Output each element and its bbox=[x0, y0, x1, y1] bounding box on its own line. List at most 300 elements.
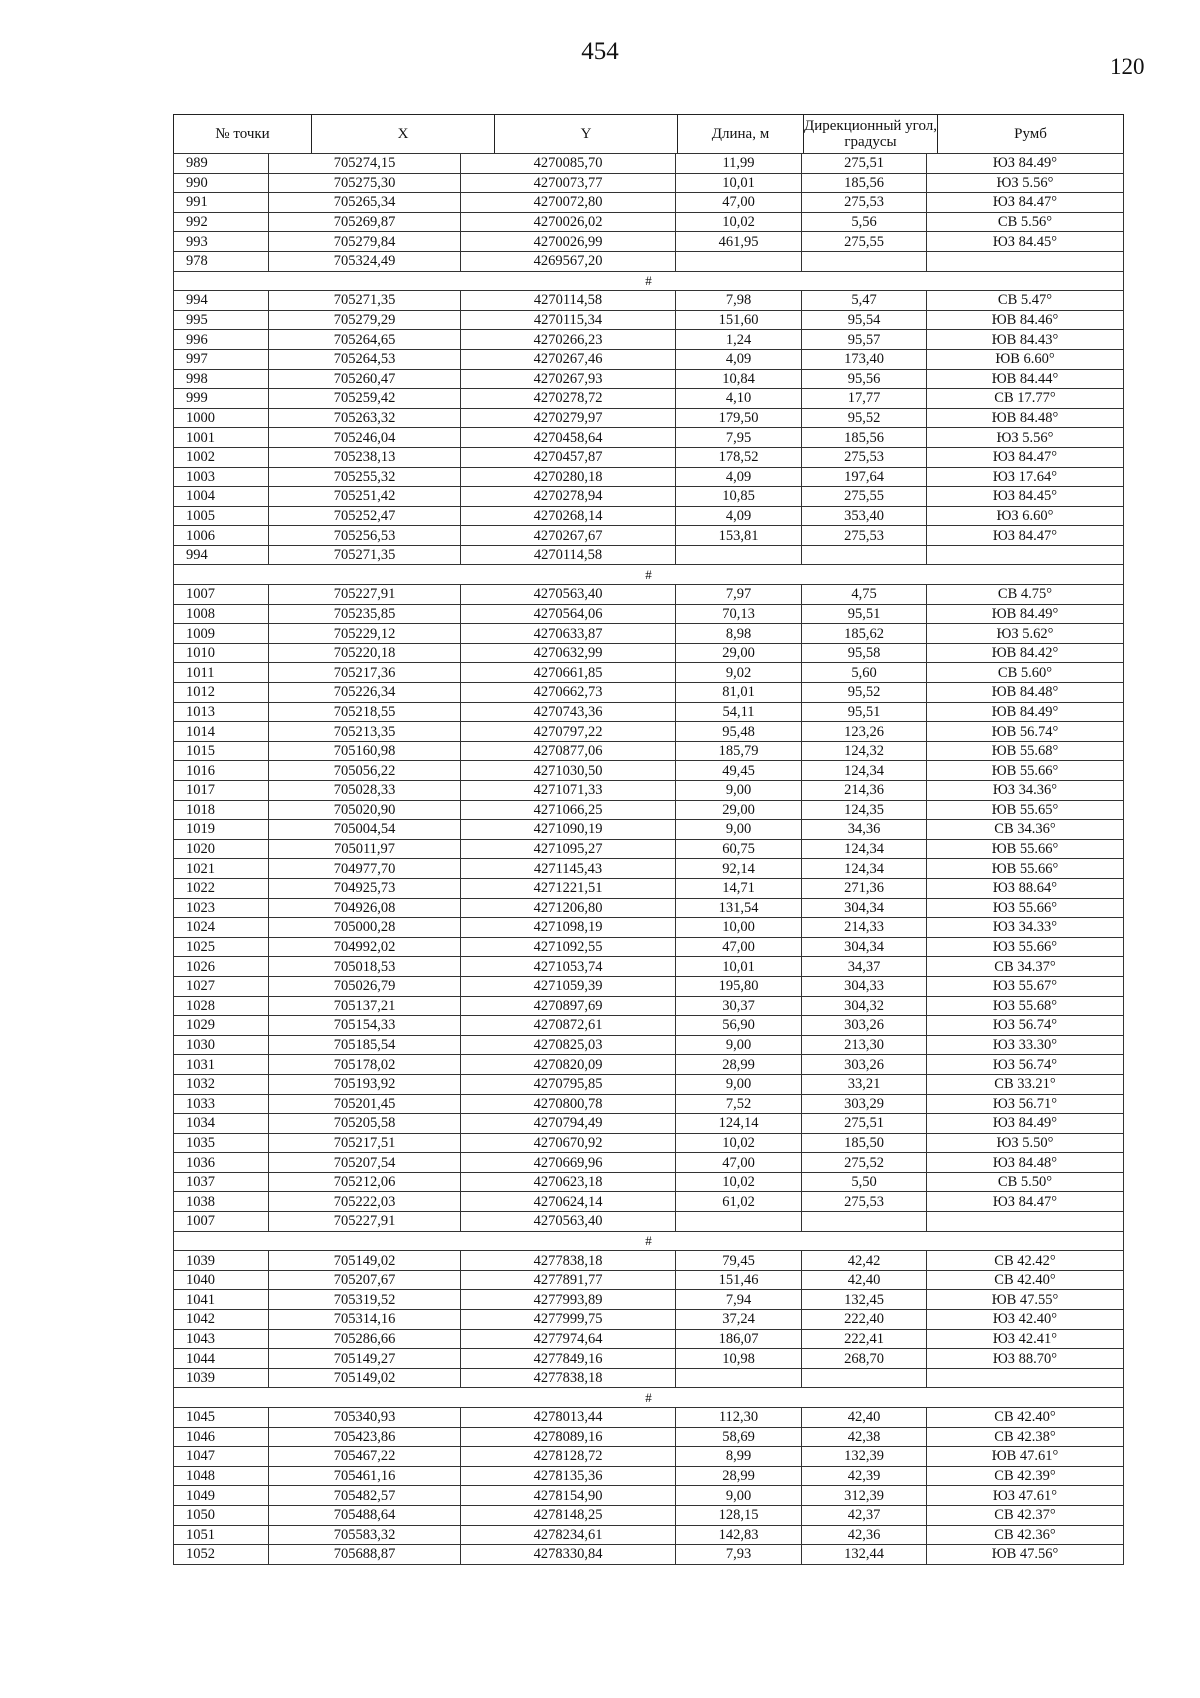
cell-rumb bbox=[927, 251, 1124, 271]
cell-angle: 132,44 bbox=[802, 1545, 927, 1565]
cell-point: 1052 bbox=[174, 1545, 269, 1565]
cell-x: 705207,67 bbox=[269, 1270, 461, 1290]
coordinates-table bbox=[173, 114, 1123, 1565]
cell-y: 4277891,77 bbox=[461, 1270, 676, 1290]
cell-x: 705185,54 bbox=[269, 1035, 461, 1055]
cell-angle: 95,51 bbox=[802, 702, 927, 722]
cell-rumb: ЮЗ 6.60° bbox=[927, 506, 1124, 526]
cell-angle: 222,41 bbox=[802, 1329, 927, 1349]
cell-length: 1,24 bbox=[676, 330, 802, 350]
cell-point: 1045 bbox=[174, 1408, 269, 1428]
cell-x: 705251,42 bbox=[269, 487, 461, 507]
cell-y: 4270279,97 bbox=[461, 408, 676, 428]
cell-rumb: ЮЗ 5.56° bbox=[927, 428, 1124, 448]
table-row bbox=[174, 859, 1124, 879]
cell-angle: 4,75 bbox=[802, 585, 927, 605]
cell-x: 705259,42 bbox=[269, 389, 461, 409]
header-rumb: Румб bbox=[938, 115, 1124, 154]
cell-x: 705018,53 bbox=[269, 957, 461, 977]
table-row bbox=[174, 722, 1124, 742]
cell-point: 1014 bbox=[174, 722, 269, 742]
cell-rumb: СВ 42.36° bbox=[927, 1525, 1124, 1545]
table-row bbox=[174, 1545, 1124, 1565]
cell-y: 4271053,74 bbox=[461, 957, 676, 977]
cell-rumb: СВ 5.47° bbox=[927, 291, 1124, 311]
cell-y: 4277974,64 bbox=[461, 1329, 676, 1349]
cell-angle: 185,62 bbox=[802, 624, 927, 644]
cell-x: 705160,98 bbox=[269, 741, 461, 761]
table-row bbox=[174, 1153, 1124, 1173]
cell-point: 997 bbox=[174, 349, 269, 369]
cell-y: 4278148,25 bbox=[461, 1505, 676, 1525]
cell-y: 4270624,14 bbox=[461, 1192, 676, 1212]
cell-x: 705227,91 bbox=[269, 1212, 461, 1232]
separator-row bbox=[174, 271, 1124, 291]
cell-rumb: СВ 42.40° bbox=[927, 1408, 1124, 1428]
separator-mark: # bbox=[174, 271, 1124, 291]
cell-length: 461,95 bbox=[676, 232, 802, 252]
cell-point: 990 bbox=[174, 173, 269, 193]
cell-y: 4270085,70 bbox=[461, 154, 676, 174]
cell-length: 4,09 bbox=[676, 467, 802, 487]
cell-y: 4270026,02 bbox=[461, 212, 676, 232]
cell-y: 4270267,93 bbox=[461, 369, 676, 389]
cell-point: 1038 bbox=[174, 1192, 269, 1212]
cell-y: 4278013,44 bbox=[461, 1408, 676, 1428]
cell-length: 185,79 bbox=[676, 741, 802, 761]
cell-angle: 214,33 bbox=[802, 918, 927, 938]
table-row bbox=[174, 1349, 1124, 1369]
cell-length: 4,10 bbox=[676, 389, 802, 409]
cell-rumb: СВ 42.38° bbox=[927, 1427, 1124, 1447]
cell-angle: 124,35 bbox=[802, 800, 927, 820]
cell-rumb: ЮЗ 88.70° bbox=[927, 1349, 1124, 1369]
table-row bbox=[174, 1094, 1124, 1114]
cell-point: 1035 bbox=[174, 1133, 269, 1153]
cell-point: 1002 bbox=[174, 447, 269, 467]
cell-length: 10,02 bbox=[676, 1172, 802, 1192]
cell-length: 10,02 bbox=[676, 1133, 802, 1153]
cell-point: 1031 bbox=[174, 1055, 269, 1075]
cell-angle: 132,39 bbox=[802, 1447, 927, 1467]
table-row bbox=[174, 1466, 1124, 1486]
cell-length: 9,00 bbox=[676, 1486, 802, 1506]
cell-x: 705461,16 bbox=[269, 1466, 461, 1486]
cell-angle: 185,56 bbox=[802, 428, 927, 448]
cell-y: 4270800,78 bbox=[461, 1094, 676, 1114]
cell-y: 4270266,23 bbox=[461, 330, 676, 350]
cell-x: 705260,47 bbox=[269, 369, 461, 389]
separator-row bbox=[174, 565, 1124, 585]
cell-angle: 275,53 bbox=[802, 1192, 927, 1212]
header-x: X bbox=[312, 115, 495, 154]
cell-angle: 95,58 bbox=[802, 643, 927, 663]
cell-rumb: ЮВ 84.48° bbox=[927, 683, 1124, 703]
table-row bbox=[174, 1447, 1124, 1467]
cell-rumb: СВ 42.40° bbox=[927, 1270, 1124, 1290]
cell-y: 4277838,18 bbox=[461, 1368, 676, 1388]
cell-x: 705279,84 bbox=[269, 232, 461, 252]
cell-rumb: ЮЗ 55.66° bbox=[927, 937, 1124, 957]
cell-angle: 42,36 bbox=[802, 1525, 927, 1545]
table-row bbox=[174, 1172, 1124, 1192]
table-row bbox=[174, 193, 1124, 213]
cell-length: 81,01 bbox=[676, 683, 802, 703]
cell-x: 705252,47 bbox=[269, 506, 461, 526]
cell-rumb: ЮВ 55.66° bbox=[927, 859, 1124, 879]
cell-point: 1025 bbox=[174, 937, 269, 957]
cell-point: 1051 bbox=[174, 1525, 269, 1545]
cell-rumb: ЮВ 47.55° bbox=[927, 1290, 1124, 1310]
cell-y: 4270877,06 bbox=[461, 741, 676, 761]
table-row bbox=[174, 428, 1124, 448]
table-row bbox=[174, 781, 1124, 801]
cell-length: 11,99 bbox=[676, 154, 802, 174]
cell-x: 705319,52 bbox=[269, 1290, 461, 1310]
table-row bbox=[174, 330, 1124, 350]
cell-x: 705205,58 bbox=[269, 1114, 461, 1134]
cell-x: 705255,32 bbox=[269, 467, 461, 487]
cell-length: 10,01 bbox=[676, 957, 802, 977]
cell-point: 1005 bbox=[174, 506, 269, 526]
table-row bbox=[174, 702, 1124, 722]
cell-angle: 42,39 bbox=[802, 1466, 927, 1486]
cell-x: 705340,93 bbox=[269, 1408, 461, 1428]
cell-x: 705583,32 bbox=[269, 1525, 461, 1545]
table-row bbox=[174, 1251, 1124, 1271]
cell-y: 4270633,87 bbox=[461, 624, 676, 644]
cell-rumb: ЮЗ 84.47° bbox=[927, 193, 1124, 213]
cell-x: 705020,90 bbox=[269, 800, 461, 820]
cell-angle: 17,77 bbox=[802, 389, 927, 409]
header-point: № точки bbox=[174, 115, 312, 154]
cell-rumb: ЮЗ 55.68° bbox=[927, 996, 1124, 1016]
cell-y: 4278089,16 bbox=[461, 1427, 676, 1447]
cell-rumb: ЮЗ 5.56° bbox=[927, 173, 1124, 193]
cell-y: 4270278,72 bbox=[461, 389, 676, 409]
cell-point: 1040 bbox=[174, 1270, 269, 1290]
cell-rumb: ЮВ 84.46° bbox=[927, 310, 1124, 330]
cell-angle: 42,42 bbox=[802, 1251, 927, 1271]
cell-point: 1044 bbox=[174, 1349, 269, 1369]
cell-rumb: ЮЗ 84.47° bbox=[927, 526, 1124, 546]
cell-length: 56,90 bbox=[676, 1016, 802, 1036]
cell-point: 1039 bbox=[174, 1251, 269, 1271]
table-row bbox=[174, 526, 1124, 546]
table-row bbox=[174, 506, 1124, 526]
table-row bbox=[174, 447, 1124, 467]
cell-x: 705218,55 bbox=[269, 702, 461, 722]
cell-y: 4269567,20 bbox=[461, 251, 676, 271]
cell-x: 705149,27 bbox=[269, 1349, 461, 1369]
cell-x: 705137,21 bbox=[269, 996, 461, 1016]
cell-length: 9,02 bbox=[676, 663, 802, 683]
cell-angle: 173,40 bbox=[802, 349, 927, 369]
cell-y: 4270267,67 bbox=[461, 526, 676, 546]
cell-point: 1046 bbox=[174, 1427, 269, 1447]
table-row bbox=[174, 389, 1124, 409]
cell-angle: 95,56 bbox=[802, 369, 927, 389]
cell-point: 1048 bbox=[174, 1466, 269, 1486]
cell-angle: 132,45 bbox=[802, 1290, 927, 1310]
cell-point: 978 bbox=[174, 251, 269, 271]
cell-length: 4,09 bbox=[676, 506, 802, 526]
cell-length: 61,02 bbox=[676, 1192, 802, 1212]
cell-y: 4278154,90 bbox=[461, 1486, 676, 1506]
table-row bbox=[174, 839, 1124, 859]
cell-x: 704925,73 bbox=[269, 878, 461, 898]
cell-x: 705265,34 bbox=[269, 193, 461, 213]
cell-length: 79,45 bbox=[676, 1251, 802, 1271]
cell-x: 705488,64 bbox=[269, 1505, 461, 1525]
table-row bbox=[174, 1290, 1124, 1310]
cell-point: 1028 bbox=[174, 996, 269, 1016]
cell-point: 994 bbox=[174, 291, 269, 311]
cell-y: 4277849,16 bbox=[461, 1349, 676, 1369]
cell-angle: 304,32 bbox=[802, 996, 927, 1016]
cell-x: 705423,86 bbox=[269, 1427, 461, 1447]
cell-angle: 271,36 bbox=[802, 878, 927, 898]
cell-angle: 268,70 bbox=[802, 1349, 927, 1369]
cell-angle: 42,37 bbox=[802, 1505, 927, 1525]
cell-y: 4270670,92 bbox=[461, 1133, 676, 1153]
cell-rumb: ЮЗ 33.30° bbox=[927, 1035, 1124, 1055]
cell-point: 1020 bbox=[174, 839, 269, 859]
cell-rumb: СВ 4.75° bbox=[927, 585, 1124, 605]
table-row bbox=[174, 937, 1124, 957]
table-row bbox=[174, 800, 1124, 820]
cell-length: 9,00 bbox=[676, 781, 802, 801]
cell-angle: 304,33 bbox=[802, 976, 927, 996]
separator-mark: # bbox=[174, 1231, 1124, 1251]
cell-length bbox=[676, 545, 802, 565]
cell-rumb: ЮВ 55.66° bbox=[927, 839, 1124, 859]
table-row bbox=[174, 310, 1124, 330]
cell-y: 4270669,96 bbox=[461, 1153, 676, 1173]
cell-point: 1018 bbox=[174, 800, 269, 820]
cell-point: 991 bbox=[174, 193, 269, 213]
cell-rumb: СВ 5.60° bbox=[927, 663, 1124, 683]
cell-angle: 5,56 bbox=[802, 212, 927, 232]
cell-rumb: ЮЗ 88.64° bbox=[927, 878, 1124, 898]
cell-rumb: ЮЗ 84.49° bbox=[927, 154, 1124, 174]
cell-y: 4271145,43 bbox=[461, 859, 676, 879]
table-row bbox=[174, 878, 1124, 898]
cell-length: 186,07 bbox=[676, 1329, 802, 1349]
cell-point: 1003 bbox=[174, 467, 269, 487]
cell-point: 1017 bbox=[174, 781, 269, 801]
cell-point: 1037 bbox=[174, 1172, 269, 1192]
cell-point: 992 bbox=[174, 212, 269, 232]
cell-rumb: ЮВ 55.68° bbox=[927, 741, 1124, 761]
cell-length bbox=[676, 1368, 802, 1388]
cell-angle: 312,39 bbox=[802, 1486, 927, 1506]
cell-length: 112,30 bbox=[676, 1408, 802, 1428]
cell-rumb bbox=[927, 1212, 1124, 1232]
cell-y: 4271090,19 bbox=[461, 820, 676, 840]
table-row bbox=[174, 1114, 1124, 1134]
cell-point: 1042 bbox=[174, 1310, 269, 1330]
cell-length: 10,00 bbox=[676, 918, 802, 938]
cell-point: 1023 bbox=[174, 898, 269, 918]
cell-y: 4277838,18 bbox=[461, 1251, 676, 1271]
table-row bbox=[174, 741, 1124, 761]
cell-angle bbox=[802, 1212, 927, 1232]
table-row bbox=[174, 761, 1124, 781]
cell-y: 4270632,99 bbox=[461, 643, 676, 663]
table-row bbox=[174, 1368, 1124, 1388]
cell-length: 10,84 bbox=[676, 369, 802, 389]
table-row bbox=[174, 251, 1124, 271]
table-body bbox=[173, 153, 1124, 1565]
page-number-top: 454 bbox=[581, 38, 619, 65]
cell-y: 4271059,39 bbox=[461, 976, 676, 996]
cell-x: 705235,85 bbox=[269, 604, 461, 624]
cell-length: 7,98 bbox=[676, 291, 802, 311]
cell-length: 28,99 bbox=[676, 1466, 802, 1486]
table-row bbox=[174, 1427, 1124, 1447]
cell-y: 4270278,94 bbox=[461, 487, 676, 507]
cell-angle: 5,60 bbox=[802, 663, 927, 683]
cell-point: 1016 bbox=[174, 761, 269, 781]
cell-x: 705217,36 bbox=[269, 663, 461, 683]
cell-x: 705026,79 bbox=[269, 976, 461, 996]
cell-length: 10,85 bbox=[676, 487, 802, 507]
cell-x: 705154,33 bbox=[269, 1016, 461, 1036]
cell-angle: 124,34 bbox=[802, 761, 927, 781]
table-row bbox=[174, 1016, 1124, 1036]
header-length: Длина, м bbox=[678, 115, 804, 154]
cell-x: 705271,35 bbox=[269, 545, 461, 565]
cell-rumb: СВ 42.37° bbox=[927, 1505, 1124, 1525]
separator-row bbox=[174, 1388, 1124, 1408]
cell-rumb: ЮЗ 84.47° bbox=[927, 1192, 1124, 1212]
cell-angle: 275,55 bbox=[802, 487, 927, 507]
table-row bbox=[174, 1525, 1124, 1545]
cell-point: 993 bbox=[174, 232, 269, 252]
table-row bbox=[174, 349, 1124, 369]
cell-point: 1026 bbox=[174, 957, 269, 977]
cell-x: 705000,28 bbox=[269, 918, 461, 938]
cell-length bbox=[676, 251, 802, 271]
cell-angle: 275,53 bbox=[802, 193, 927, 213]
cell-length: 47,00 bbox=[676, 937, 802, 957]
table-row bbox=[174, 663, 1124, 683]
cell-angle: 353,40 bbox=[802, 506, 927, 526]
cell-length: 9,00 bbox=[676, 820, 802, 840]
cell-x: 705246,04 bbox=[269, 428, 461, 448]
cell-point: 1010 bbox=[174, 643, 269, 663]
cell-length: 30,37 bbox=[676, 996, 802, 1016]
cell-length: 153,81 bbox=[676, 526, 802, 546]
table-row bbox=[174, 1408, 1124, 1428]
cell-point: 1027 bbox=[174, 976, 269, 996]
cell-y: 4270268,14 bbox=[461, 506, 676, 526]
cell-point: 1034 bbox=[174, 1114, 269, 1134]
cell-point: 1043 bbox=[174, 1329, 269, 1349]
cell-y: 4270743,36 bbox=[461, 702, 676, 722]
cell-x: 705314,16 bbox=[269, 1310, 461, 1330]
cell-point: 1033 bbox=[174, 1094, 269, 1114]
cell-angle: 5,50 bbox=[802, 1172, 927, 1192]
cell-point: 1000 bbox=[174, 408, 269, 428]
cell-angle: 95,57 bbox=[802, 330, 927, 350]
cell-angle: 34,37 bbox=[802, 957, 927, 977]
cell-x: 705207,54 bbox=[269, 1153, 461, 1173]
cell-rumb: СВ 5.56° bbox=[927, 212, 1124, 232]
table-row bbox=[174, 1270, 1124, 1290]
cell-length: 142,83 bbox=[676, 1525, 802, 1545]
table-row bbox=[174, 1133, 1124, 1153]
cell-point: 1011 bbox=[174, 663, 269, 683]
cell-rumb: ЮВ 84.49° bbox=[927, 604, 1124, 624]
table-row bbox=[174, 1212, 1124, 1232]
cell-y: 4270114,58 bbox=[461, 545, 676, 565]
cell-y: 4277999,75 bbox=[461, 1310, 676, 1330]
cell-length: 95,48 bbox=[676, 722, 802, 742]
cell-angle: 303,26 bbox=[802, 1055, 927, 1075]
cell-y: 4277993,89 bbox=[461, 1290, 676, 1310]
cell-angle: 275,51 bbox=[802, 1114, 927, 1134]
cell-rumb: ЮЗ 34.33° bbox=[927, 918, 1124, 938]
cell-y: 4278330,84 bbox=[461, 1545, 676, 1565]
cell-x: 705238,13 bbox=[269, 447, 461, 467]
cell-length bbox=[676, 1212, 802, 1232]
cell-angle: 5,47 bbox=[802, 291, 927, 311]
cell-angle: 303,26 bbox=[802, 1016, 927, 1036]
cell-y: 4270115,34 bbox=[461, 310, 676, 330]
cell-y: 4270072,80 bbox=[461, 193, 676, 213]
cell-rumb: ЮЗ 84.49° bbox=[927, 1114, 1124, 1134]
cell-rumb: СВ 34.36° bbox=[927, 820, 1124, 840]
cell-y: 4270795,85 bbox=[461, 1074, 676, 1094]
table-row bbox=[174, 1055, 1124, 1075]
cell-angle bbox=[802, 251, 927, 271]
cell-point: 1030 bbox=[174, 1035, 269, 1055]
cell-y: 4271095,27 bbox=[461, 839, 676, 859]
cell-length: 10,02 bbox=[676, 212, 802, 232]
cell-rumb: ЮВ 47.61° bbox=[927, 1447, 1124, 1467]
table-row bbox=[174, 820, 1124, 840]
cell-point: 1049 bbox=[174, 1486, 269, 1506]
cell-angle: 95,51 bbox=[802, 604, 927, 624]
cell-length: 49,45 bbox=[676, 761, 802, 781]
cell-y: 4271071,33 bbox=[461, 781, 676, 801]
cell-length: 47,00 bbox=[676, 1153, 802, 1173]
cell-length: 92,14 bbox=[676, 859, 802, 879]
cell-point: 995 bbox=[174, 310, 269, 330]
cell-rumb: ЮВ 55.65° bbox=[927, 800, 1124, 820]
cell-angle: 214,36 bbox=[802, 781, 927, 801]
cell-angle: 185,56 bbox=[802, 173, 927, 193]
cell-length: 131,54 bbox=[676, 898, 802, 918]
cell-point: 1015 bbox=[174, 741, 269, 761]
cell-y: 4271030,50 bbox=[461, 761, 676, 781]
table-row bbox=[174, 232, 1124, 252]
cell-x: 705226,34 bbox=[269, 683, 461, 703]
cell-point: 1008 bbox=[174, 604, 269, 624]
cell-angle: 197,64 bbox=[802, 467, 927, 487]
cell-point: 1006 bbox=[174, 526, 269, 546]
cell-rumb: ЮЗ 84.45° bbox=[927, 487, 1124, 507]
table-row bbox=[174, 487, 1124, 507]
cell-angle: 275,51 bbox=[802, 154, 927, 174]
cell-length: 58,69 bbox=[676, 1427, 802, 1447]
cell-y: 4270825,03 bbox=[461, 1035, 676, 1055]
table-row bbox=[174, 624, 1124, 644]
cell-point: 1013 bbox=[174, 702, 269, 722]
cell-x: 705213,35 bbox=[269, 722, 461, 742]
